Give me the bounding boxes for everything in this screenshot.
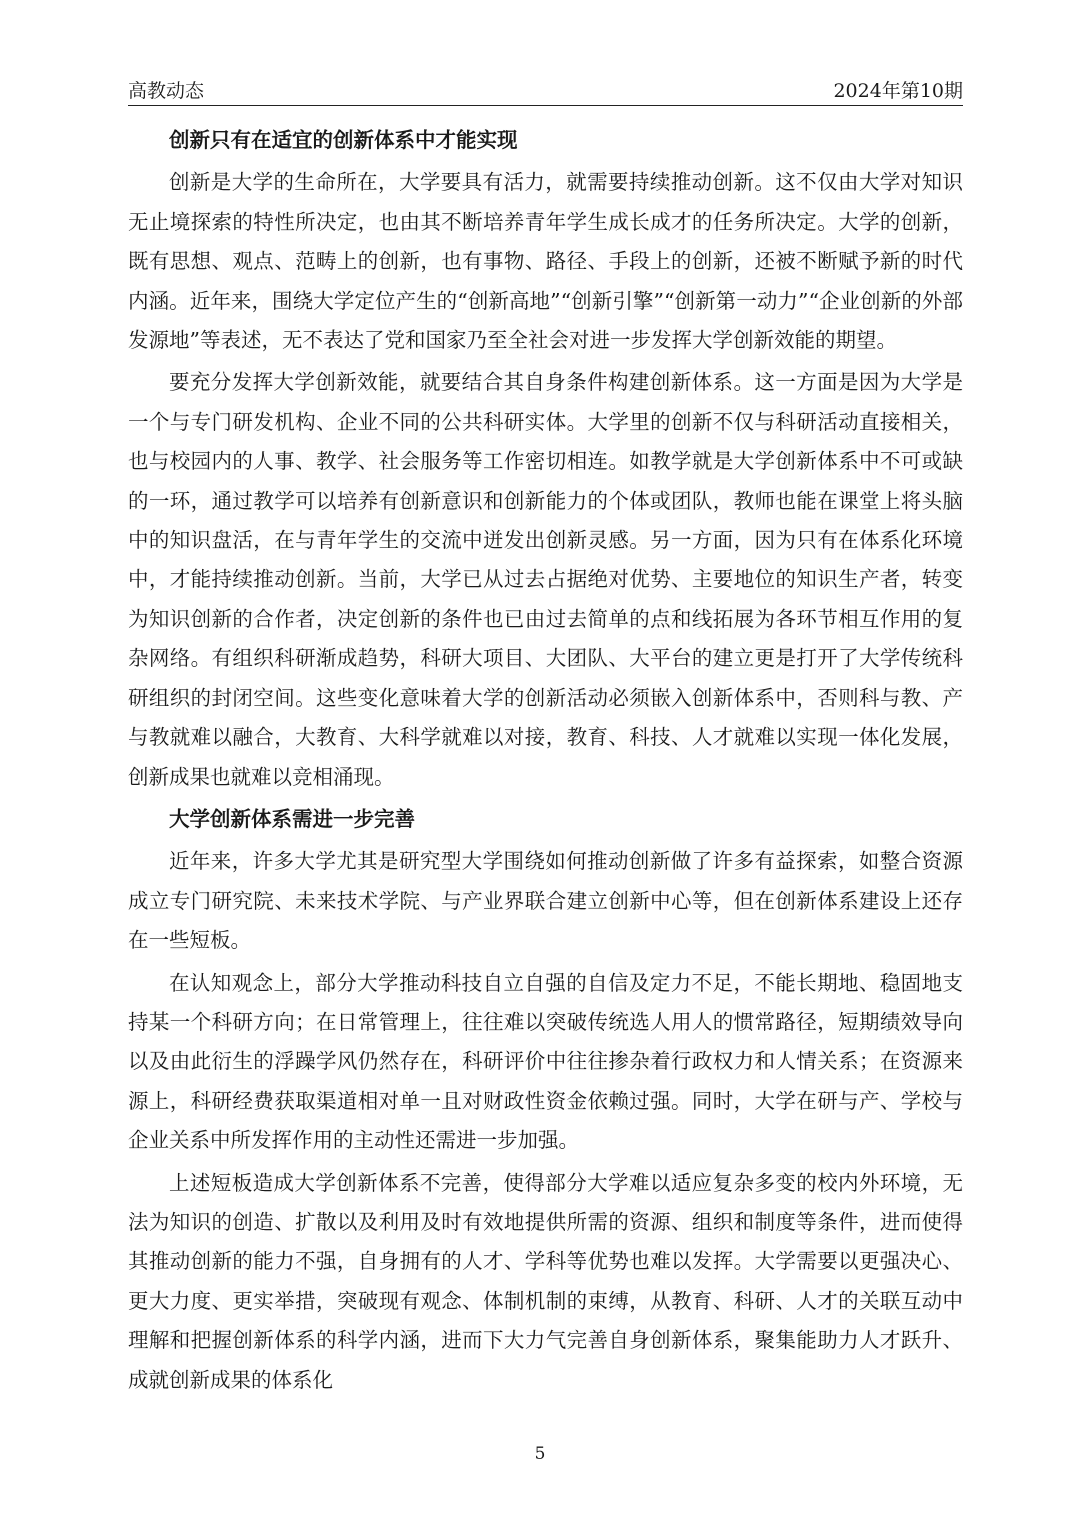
body-paragraph: 上述短板造成大学创新体系不完善，使得部分大学难以适应复杂多变的校内外环境，无法为知识的创造、扩散以及利用及时有效地提供所需的资源、组织和制度等条件，进而使得其推动创新的能力不强，自身拥有的人才、学科等优势也难以发挥。大学需要以更强决心、更大力度、更实举措，突破现有观念、体制机制的束缚，从教育、科研、人才的关联互动中理解和把握创新体系的科学内涵，进而下大力气完善自身创新体系，聚集能助力人才跃升、成就创新成果的体系化	[128, 1170, 963, 1392]
journal-name: 高教动态	[128, 80, 205, 102]
body-paragraph: 近年来，许多大学尤其是研究型大学围绕如何推动创新做了许多有益探索，如整合资源成立专门研究院、未来技术学院、与产业界联合建立创新中心等，但在创新体系建设上还存在一些短板。	[128, 849, 963, 953]
section-heading: 大学创新体系需进一步完善	[169, 806, 415, 831]
section-heading: 创新只有在适宜的创新体系中才能实现	[169, 128, 518, 152]
body-paragraph: 在认知观念上，部分大学推动科技自立自强的自信及定力不足，不能长期地、稳固地支持某一个科研方向；在日常管理上，往往难以突破传统选人用人的惯常路径，短期绩效导向以及由此衍生的浮躁学风仍然存在，科研评价中往往掺杂着行政权力和人情关系；在资源来源上，科研经费获取渠道相对单一且对财政性资金依赖过强。同时，大学在研与产、学校与企业关系中所发挥作用的主动性还需进一步加强。	[128, 970, 963, 1153]
body-paragraph: 创新是大学的生命所在，大学要具有活力，就需要持续推动创新。这不仅由大学对知识无止境探索的特性所决定，也由其不断培养青年学生成长成才的任务所决定。大学的创新，既有思想、观点、范畴上的创新，也有事物、路径、手段上的创新，还被不断赋予新的时代内涵。近年来，围绕大学定位产生的“创新高地”“创新引擎”“创新第一动力”“企业创新的外部发源地”等表述，无不表达了党和国家乃至全社会对进一步发挥大学创新效能的期望。	[128, 170, 963, 353]
issue-number: 2024年第10期	[833, 80, 963, 102]
page-number: 5	[534, 1444, 546, 1464]
article-body	[128, 121, 963, 1403]
body-paragraph: 要充分发挥大学创新效能，就要结合其自身条件构建创新体系。这一方面是因为大学是一个与专门研发机构、企业不同的公共科研实体。大学里的创新不仅与科研活动直接相关，也与校园内的人事、教学、社会服务等工作密切相连。如教学就是大学创新体系中不可或缺的一环，通过教学可以培养有创新意识和创新能力的个体或团队，教师也能在课堂上将头脑中的知识盘活，在与青年学生的交流中迸发出创新灵感。另一方面，因为只有在体系化环境中，才能持续推动创新。当前，大学已从过去占据绝对优势、主要地位的知识生产者，转变为知识创新的合作者，决定创新的条件也已由过去简单的点和线拓展为各环节相互作用的复杂网络。有组织科研渐成趋势，科研大项目、大团队、大平台的建立更是打开了大学传统科研组织的封闭空间。这些变化意味着大学的创新活动必须嵌入创新体系中，否则科与教、产与教就难以融合，大教育、大科学就难以对接，教育、科技、人才就难以实现一体化发展，创新成果也就难以竞相涌现。	[128, 370, 963, 789]
page-header	[128, 78, 963, 104]
header-divider	[128, 105, 963, 106]
